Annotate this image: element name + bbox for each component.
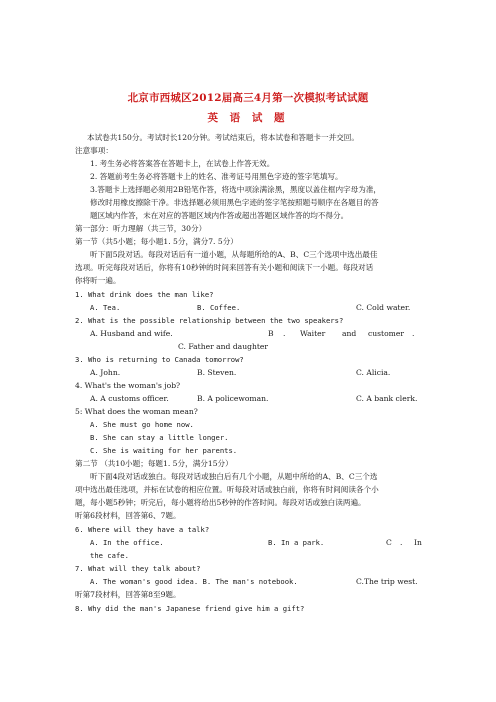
option-3b: B. Steven. <box>197 368 237 377</box>
option-4c: C. A bank clerk. <box>356 394 418 403</box>
option-2b-word: customer <box>368 329 404 338</box>
option-7ab: A. The woman's good idea. B. The man's notebook. <box>90 577 298 586</box>
option-5b: B. She can stay a little longer. <box>90 433 229 442</box>
option-2b-dot: . <box>283 329 286 338</box>
question-5: 5: What does the woman mean? <box>75 407 198 416</box>
notice-item-2: 2. 答题前考生务必将答题卡上的姓名、准考证号用黑色字迹的签字笔填写。 <box>90 172 343 181</box>
intro-line: 本试卷共150分。考试时长120分钟。考试结束后，将本试卷和答题卡一并交回。 <box>87 133 359 142</box>
option-6c-dot: . <box>400 538 403 547</box>
section-instructions: 听第7段材料，回答第8至9题。 <box>75 590 181 599</box>
question-1: 1. What drink does the man like? <box>75 290 214 299</box>
section-instructions: 听下面4段对话或独白。每段对话或独白后有几个小题，从题中所给的A、B、C三个选 <box>90 472 378 481</box>
option-6b: B. In a park. <box>268 538 325 547</box>
question-7: 7. What will they talk about? <box>75 564 201 573</box>
notice-label: 注意事项： <box>75 146 113 155</box>
question-4: 4. What's the woman's job? <box>75 381 181 390</box>
question-3: 3. Who is returning to Canada tomorrow? <box>75 355 244 364</box>
notice-item-1: 1. 考生务必将答案答在答题卡上，在试卷上作答无效。 <box>90 159 275 168</box>
option-5c: C. She is waiting for her parents. <box>90 446 238 455</box>
option-6a: A. In the office. <box>90 538 164 547</box>
option-5a: A. She must go home now. <box>90 420 194 429</box>
section-instructions: 项中选出最佳选项，并标在试卷的相应位置。听每段对话或独白前，你将有时间阅读各个小 <box>75 485 379 494</box>
option-3a: A. John. <box>90 368 121 377</box>
question-8: 8. Why did the man's Japanese friend give him a gift? <box>75 604 305 613</box>
section-heading: 第二节 （共10小题；每题1. 5分，满分15分） <box>75 459 233 468</box>
section-instructions: 选项。听完每段对话后，你将有10秒钟的时间来回答有关小题和阅读下一小题。每段对话 <box>75 263 374 272</box>
option-6c-word: In <box>414 538 422 547</box>
section-heading: 第一节（共5小题；每小题1. 5分，满分7. 5分） <box>75 237 238 246</box>
notice-item-3: 3.答题卡上选择题必须用2B铅笔作答，将选中项涂满涂黑，黑度以盖住框内字母为准， <box>90 185 382 194</box>
option-1b: B. Coffee. <box>197 303 241 312</box>
option-6c-cont: the cafe. <box>90 551 129 560</box>
option-2a: A. Husband and wife. <box>90 329 173 338</box>
option-3c: C. Alicia. <box>356 368 391 377</box>
option-1c: C. Cold water. <box>356 303 411 312</box>
option-4b: B. A policewoman. <box>197 394 269 403</box>
exam-title: 北京市西城区2012届高三4月第一次模拟考试试题 <box>127 92 369 104</box>
notice-item-3-cont: 修改时用橡皮擦除干净。非选择题必须用黑色字迹的签字笔按照题号顺序在各题目的答 <box>90 198 379 207</box>
option-2b-dot: . <box>412 329 415 338</box>
option-7c: C.The trip west. <box>356 577 418 586</box>
question-6: 6. Where will they have a talk? <box>75 525 210 534</box>
option-1a: A. Tea. <box>90 303 121 312</box>
question-2: 2. What is the possible relationship between the two speakers? <box>75 316 344 325</box>
notice-item-3-cont: 题区域内作答，未在对应的答题区域内作答或超出答题区域作答的均不得分。 <box>90 211 349 220</box>
option-4a: A. A customs officer. <box>90 394 169 403</box>
section-instructions: 听第6段材料，回答第6、7题。 <box>75 511 181 520</box>
option-2b-word: and <box>342 329 357 338</box>
option-6c-letter: C <box>386 538 392 547</box>
part-heading: 第一部分：听力理解（共三节，30分） <box>75 224 207 233</box>
section-instructions: 题，每小题5秒钟；听完后，每小题将给出5秒钟的作答时间。每段对话或独白读两遍。 <box>75 498 366 507</box>
option-2b-letter: B <box>268 329 274 338</box>
section-instructions: 听下面5段对话。每段对话后有一道小题，从每题所给的A、B、C三个选项中选出最佳 <box>90 250 378 259</box>
option-2c: C. Father and daughter <box>178 342 269 351</box>
exam-subtitle: 英 语 试 题 <box>207 112 289 124</box>
section-instructions: 你将听一遍。 <box>75 276 121 285</box>
option-2b-word: Waiter <box>300 329 326 338</box>
